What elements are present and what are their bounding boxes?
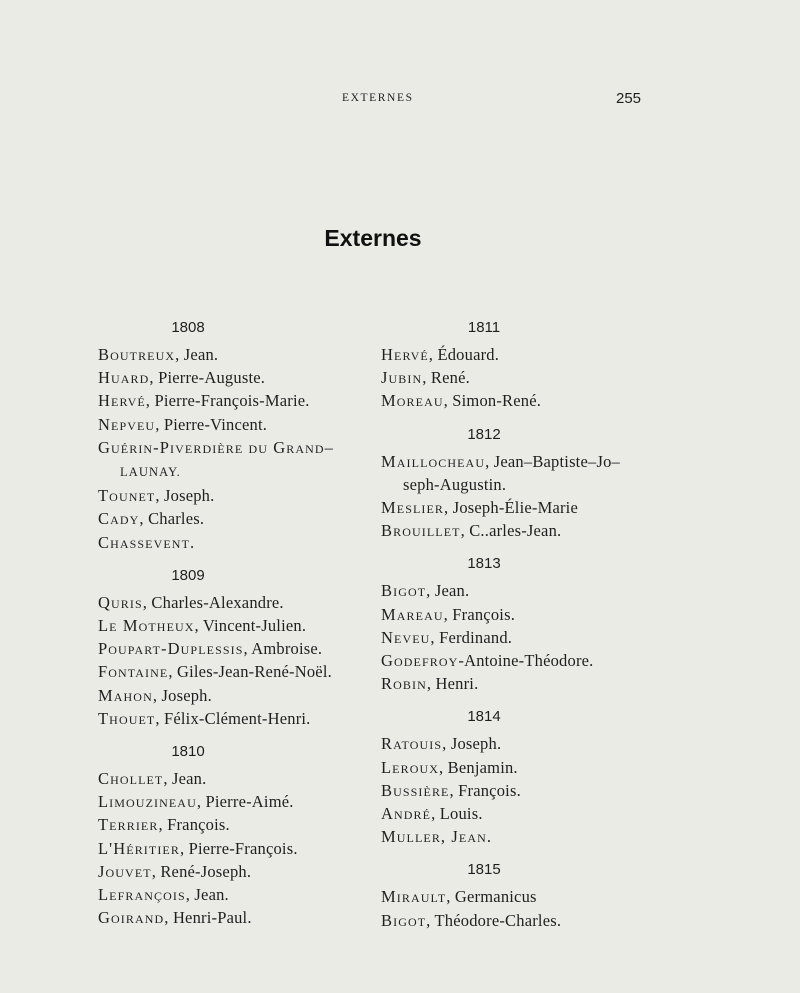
surname: Goirand: [98, 908, 165, 928]
name-entry: Cady, Charles.: [98, 509, 205, 529]
name-entry: Hervé, Pierre-François-Marie.: [98, 391, 310, 411]
given-names: Louis.: [439, 804, 483, 824]
name-entry: Quris, Charles-Alexandre.: [98, 592, 284, 612]
surname: Ratouis: [381, 734, 443, 754]
given-names: François.: [452, 604, 516, 624]
given-names: Joseph.: [450, 734, 502, 754]
name-entry: Terrier, François.: [98, 815, 230, 835]
given-names: Ambroise.: [251, 639, 323, 659]
name-entry: Goirand, Henri-Paul.: [98, 908, 252, 928]
name-entry: Moreau, Simon-René.: [381, 391, 542, 411]
surname: Huard: [98, 368, 150, 388]
surname: Bigot: [381, 910, 427, 930]
given-names: François.: [458, 780, 521, 800]
given-names: Simon-René.: [452, 391, 542, 411]
given-names: Pierre-Aimé.: [205, 792, 294, 812]
given-names: Jean–Baptiste–Jo–: [493, 451, 620, 471]
given-names: Charles.: [148, 509, 205, 529]
name-entry: Le Motheux, Vincent-Julien.: [98, 616, 307, 636]
surname: L'Héritier: [98, 838, 180, 858]
given-names: Joseph.: [164, 486, 215, 506]
name-entry: Jubin, René.: [381, 368, 470, 388]
year-heading: 1814: [467, 708, 501, 726]
name-entry: [381, 649, 651, 672]
surname: Le Motheux: [98, 616, 195, 636]
surname: Terrier: [98, 815, 159, 835]
surname: Neveu: [381, 627, 431, 647]
running-title: EXTERNES: [342, 92, 414, 104]
surname: Robin: [381, 674, 427, 694]
name-entry: [381, 473, 651, 496]
name-entry: Leroux, Benjamin.: [381, 757, 518, 777]
name-entry: Hervé, Édouard.: [381, 345, 500, 364]
surname: Tounet: [98, 486, 156, 506]
name-entry: Ratouis, Joseph.: [381, 734, 502, 754]
name-entry: Chollet, Jean.: [98, 769, 207, 789]
name-entry: Lefrançois, Jean.: [98, 885, 229, 905]
given-names: Vincent-Julien.: [202, 616, 307, 636]
surname: Poupart-Duplessis: [98, 639, 244, 659]
given-names: Théodore-Charles.: [434, 910, 562, 930]
surname: Thouet: [98, 708, 156, 728]
surname: Chollet: [98, 769, 164, 789]
name-entry: Fontaine, Giles-Jean-René-Noël.: [98, 662, 332, 682]
given-names: Jean.: [183, 345, 219, 364]
given-names: Germanicus: [454, 887, 537, 907]
name-entry: Brouillet, C..arles-Jean.: [381, 521, 562, 541]
section-gap: [381, 695, 651, 705]
given-names: -Antoine-Théodore.: [458, 651, 594, 671]
given-names: Henri-Paul.: [172, 908, 252, 928]
name-entry: [98, 531, 358, 554]
section-gap: [381, 413, 651, 423]
given-names: René.: [430, 368, 470, 388]
surname: Nepveu: [98, 414, 156, 434]
given-names: Jean.: [194, 885, 229, 905]
given-names: Jean.: [172, 769, 207, 789]
section-gap: [381, 542, 651, 552]
name-entry: L'Héritier, Pierre-François.: [98, 838, 298, 858]
name-entry: Mahon, Joseph.: [98, 685, 212, 705]
given-names: Pierre-François-Marie.: [154, 391, 310, 411]
given-names: Henri.: [435, 674, 479, 694]
name-entry: Mirault, Germanicus: [381, 887, 537, 907]
name-entry: Meslier, Joseph-Élie-Marie: [381, 498, 578, 518]
right-column: [381, 316, 651, 932]
surname: Quris: [98, 592, 143, 612]
name-entry: André, Louis.: [381, 804, 483, 824]
given-names: Giles-Jean-René-Noël.: [177, 662, 332, 682]
name-entry: Bigot, Théodore-Charles.: [381, 910, 562, 930]
name-entry: Bigot, Jean.: [381, 581, 470, 601]
page-title: Externes: [324, 225, 422, 251]
given-names: Ferdinand.: [439, 627, 513, 647]
surname: Maillocheau: [381, 451, 486, 471]
surname: André: [381, 804, 432, 824]
surname: Mirault: [381, 887, 447, 907]
surname: Brouillet: [381, 521, 461, 541]
name-entry: [381, 825, 651, 848]
left-column: [98, 316, 358, 929]
year-heading: 1812: [467, 425, 501, 443]
name-entry: Nepveu, Pierre-Vincent.: [98, 414, 268, 434]
surname: Leroux: [381, 757, 440, 777]
page-number: 255: [616, 90, 642, 107]
given-names: Charles-Alexandre.: [151, 592, 284, 612]
name-entry: Bussière, François.: [381, 780, 521, 800]
surname: Hervé: [98, 391, 146, 411]
surname: Godefroy: [381, 651, 459, 671]
year-heading: 1808: [171, 319, 205, 336]
surname: Bussière: [381, 780, 450, 800]
year-heading: 1813: [467, 555, 501, 573]
year-heading: 1809: [171, 566, 205, 584]
name-entry: Limouzineau, Pierre-Aimé.: [98, 792, 294, 812]
surname: Mahon: [98, 685, 153, 705]
name-entry: Mareau, François.: [381, 604, 516, 624]
surname: Meslier: [381, 498, 445, 518]
name-entry: Neveu, Ferdinand.: [381, 627, 513, 647]
section-gap: [98, 554, 358, 564]
name-entry: Boutreux, Jean.: [98, 345, 219, 364]
given-names: seph-Augustin.: [403, 474, 507, 494]
surname: Moreau: [381, 391, 444, 411]
surname: Cady: [98, 509, 140, 529]
name-entry: Tounet, Joseph.: [98, 486, 215, 506]
given-names: Édouard.: [437, 345, 500, 364]
surname: Mareau: [381, 604, 444, 624]
name-entry: [98, 459, 358, 484]
given-names: Félix-Clément-Henri.: [164, 708, 311, 728]
given-names: François.: [167, 815, 230, 835]
given-names: René-Joseph.: [160, 861, 252, 881]
given-names: Pierre-François.: [188, 838, 298, 858]
name-entry: Robin, Henri.: [381, 674, 479, 694]
given-names: Joseph-Élie-Marie: [452, 498, 578, 518]
surname: Lefrançois: [98, 885, 186, 905]
surname: Limouzineau: [98, 792, 197, 812]
name-entry: Poupart-Duplessis, Ambroise.: [98, 639, 323, 659]
given-names: Jean.: [434, 581, 470, 601]
year-heading: 1811: [467, 319, 501, 336]
given-names: Joseph.: [161, 685, 212, 705]
name-entry: [98, 436, 358, 459]
surname: LAUNAY.: [120, 465, 181, 480]
surname: Hervé: [381, 345, 429, 364]
given-names: C..arles-Jean.: [469, 521, 562, 541]
surname: Fontaine: [98, 662, 169, 682]
surname: Jubin: [381, 368, 423, 388]
given-names: Pierre-Vincent.: [163, 414, 268, 434]
section-gap: [381, 848, 651, 858]
given-names: Benjamin.: [447, 757, 518, 777]
name-entry: Maillocheau, Jean–Baptiste–Jo–: [381, 451, 620, 471]
running-head: [0, 92, 800, 112]
surname: Chassevent.: [98, 532, 196, 552]
surname: Boutreux: [98, 345, 176, 364]
year-heading: 1815: [467, 861, 501, 879]
surname: Guérin-Piverdière du Grand–: [98, 437, 335, 457]
surname: Jouvet: [98, 861, 152, 881]
year-heading: 1810: [171, 743, 205, 761]
surname: Muller, Jean.: [381, 827, 493, 847]
section-gap: [98, 730, 358, 740]
given-names: Pierre-Auguste.: [158, 368, 266, 388]
name-entry: Jouvet, René-Joseph.: [98, 861, 252, 881]
surname: Bigot: [381, 581, 427, 601]
name-entry: Thouet, Félix-Clément-Henri.: [98, 708, 311, 728]
name-entry: Huard, Pierre-Auguste.: [98, 368, 266, 388]
